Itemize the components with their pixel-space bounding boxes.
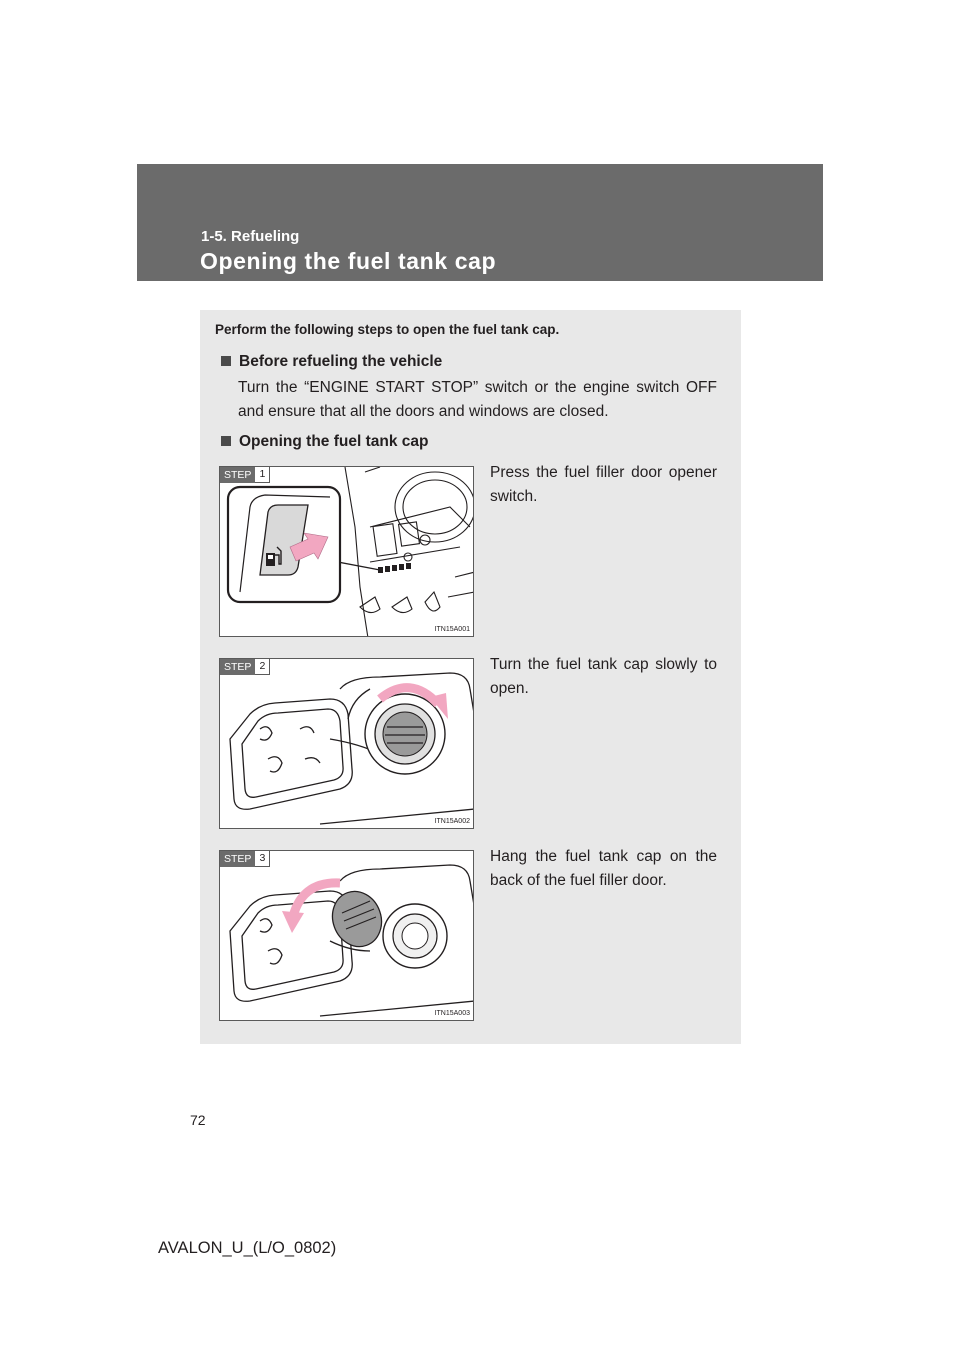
intro-text: Perform the following steps to open the fuel tank cap. [215,322,560,337]
subheading-text: Opening the fuel tank cap [239,433,429,450]
page-number: 72 [190,1112,206,1128]
step-badge [220,659,270,675]
step-badge [220,467,270,483]
subheading-text: Before refueling the vehicle [239,353,443,370]
step-badge [220,851,270,867]
section-label: 1-5. Refueling [201,228,300,245]
step-label: STEP [220,851,255,867]
square-bullet-icon [221,356,231,366]
square-bullet-icon [221,436,231,446]
section-header [137,164,823,281]
step-number: 2 [255,659,270,675]
figure-code: ITN15A002 [434,818,470,825]
step-number: 3 [255,851,270,867]
page-title: Opening the fuel tank cap [200,248,497,274]
step-1-figure [219,466,474,637]
dashboard-illustration [220,467,474,637]
footer-code: AVALON_U_(L/O_0802) [158,1239,337,1257]
cap-on-door-illustration [220,851,474,1021]
figure-code: ITN15A001 [434,626,470,633]
step-label: STEP [220,659,255,675]
step-3-text: Hang the fuel tank cap on the back of the fuel filler door. [490,848,717,889]
figure-code: ITN15A003 [434,1010,470,1017]
step-2-text: Turn the fuel tank cap slowly to open. [490,656,717,697]
step-2-figure [219,658,474,829]
step-number: 1 [255,467,270,483]
step-1-text: Press the fuel filler door opener switch. [490,464,717,505]
step-label: STEP [220,467,255,483]
step-3-figure [219,850,474,1021]
fuel-door-open-illustration [220,659,474,829]
content-panel [200,310,741,1044]
before-refueling-text: Turn the “ENGINE START STOP” switch or the engine switch OFF and ensure that all the doors and windows are closed. [238,379,717,420]
